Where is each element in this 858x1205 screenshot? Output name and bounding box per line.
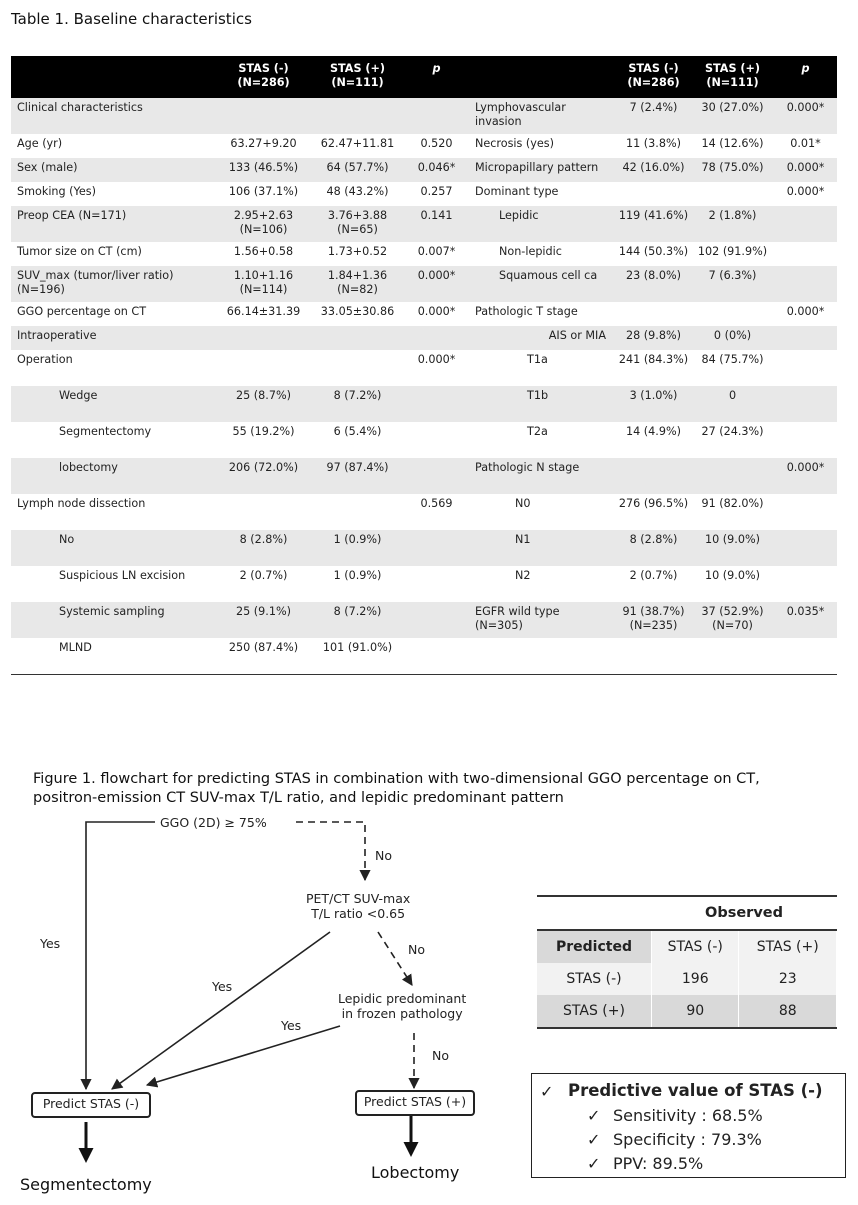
header-stas-pos: STAS (+) (N=111) (329, 62, 386, 89)
table-row: Systemic sampling 25 (9.1%) 8 (7.2%) EGFR wild type (N=305) 91 (38.7%) (N=235) 37 (52.9%) (N=70) 0.035* (11, 602, 837, 638)
table-row: STAS (+) 90 88 (537, 995, 837, 1028)
header-p-right: p (801, 62, 810, 75)
check-icon: ✓ (587, 1130, 601, 1149)
table-row: No 8 (2.8%) 1 (0.9%) N1 8 (2.8%) 10 (9.0%) (11, 530, 837, 566)
header-p: p (432, 62, 441, 75)
table-row: Segmentectomy 55 (19.2%) 6 (5.4%) T2a 14 (4.9%) 27 (24.3%) (59, 425, 764, 438)
table-row: Operation 0.000* T1a 241 (84.3%) 84 (75.7%) (17, 353, 764, 366)
yes-label: Yes (212, 979, 233, 994)
lepidic-node: Lepidic predominant in frozen pathology (338, 991, 467, 1021)
check-icon: ✓ (540, 1082, 554, 1101)
table-row: Intraoperative AIS or MIA 28 (9.8%) 0 (0%) (11, 326, 837, 350)
lobectomy-outcome: Lobectomy (371, 1163, 460, 1182)
no-label: No (432, 1048, 449, 1063)
predict-stas-pos-box: Predict STAS (+) (355, 1090, 475, 1116)
predictive-value-box (531, 1073, 846, 1178)
yes-label: Yes (281, 1018, 302, 1033)
segmentectomy-outcome: Segmentectomy (20, 1175, 152, 1194)
table-row: SUV_max (tumor/liver ratio) (N=196) 1.10+1.16 (N=114) 1.84+1.36 (N=82) 0.000* Squamous cell ca 23 (8.0%) 7 (6.3%) (11, 266, 837, 302)
specificity: Specificity : 79.3% (613, 1130, 762, 1149)
header-stas-neg: STAS (-) (N=286) (237, 62, 290, 89)
sensitivity: Sensitivity : 68.5% (613, 1106, 763, 1125)
predicted-header: Predicted (537, 930, 652, 963)
ppv: PPV: 89.5% (613, 1154, 704, 1173)
table-row: Smoking (Yes) 106 (37.1%) 48 (43.2%) 0.257 Dominant type 0.000* (17, 185, 825, 198)
check-icon: ✓ (587, 1106, 601, 1125)
col-stas-neg: STAS (-) (652, 930, 739, 963)
arrow-ggo-no (296, 822, 365, 880)
arrow-ggo-yes (86, 822, 155, 1089)
ggo-node: GGO (2D) ≥ 75% (160, 815, 267, 830)
no-label: No (375, 848, 392, 863)
col-stas-pos: STAS (+) (739, 930, 837, 963)
no-label: No (408, 942, 425, 957)
table-row: MLND 250 (87.4%) 101 (91.0%) (59, 641, 393, 654)
header-stas-neg-right: STAS (-) (N=286) (627, 62, 680, 89)
pet-node: PET/CT SUV-max T/L ratio <0.65 (306, 891, 411, 921)
table-row: Age (yr) 63.27+9.20 62.47+11.81 0.520 Necrosis (yes) 11 (3.8%) 14 (12.6%) 0.01* (17, 137, 821, 150)
table-row: Sex (male) 133 (46.5%) 64 (57.7%) 0.046* Micropapillary pattern 42 (16.0%) 78 (75.0%) 0.000* (11, 158, 837, 182)
arrow-lepidic-yes (147, 1026, 340, 1085)
table-row: Tumor size on CT (cm) 1.56+0.58 1.73+0.52 0.007* Non-lepidic 144 (50.3%) 102 (91.9%) (17, 245, 768, 258)
table-row: GGO percentage on CT 66.14±31.39 33.05±30.86 0.000* Pathologic T stage 0.000* (17, 305, 825, 318)
predict-stas-neg-box: Predict STAS (-) (31, 1092, 151, 1118)
arrow-pet-no (378, 932, 412, 985)
table-row: Suspicious LN excision 2 (0.7%) 1 (0.9%) N2 2 (0.7%) 10 (9.0%) (59, 569, 760, 582)
yes-label: Yes (40, 936, 61, 951)
table-row: Clinical characteristics Lymphovascular invasion 7 (2.4%) 30 (27.0%) 0.000* (11, 98, 837, 134)
figure-caption: Figure 1. flowchart for predicting STAS in combination with two-dimensional GGO percentage on CT, positron-emission CT SUV-max T/L ratio, and lepidic predominant pattern (33, 771, 760, 806)
table-row: lobectomy 206 (72.0%) 97 (87.4%) Pathologic N stage 0.000* (11, 458, 837, 494)
observed-header: Observed (652, 896, 837, 930)
table-row: STAS (-) 196 23 (537, 963, 837, 995)
check-icon: ✓ (587, 1154, 601, 1173)
predictive-title: Predictive value of STAS (-) (568, 1081, 823, 1100)
table-title: Table 1. Baseline characteristics (11, 10, 252, 28)
arrow-pet-yes (112, 932, 330, 1089)
header-stas-pos-right: STAS (+) (N=111) (704, 62, 761, 89)
confusion-matrix (537, 895, 837, 1029)
table-row: Preop CEA (N=171) 2.95+2.63 (N=106) 3.76+3.88 (N=65) 0.141 Lepidic 119 (41.6%) 2 (1.8%) (11, 206, 837, 242)
table-row: Lymph node dissection 0.569 N0 276 (96.5%) 91 (82.0%) (17, 497, 764, 510)
table-row: Wedge 25 (8.7%) 8 (7.2%) T1b 3 (1.0%) 0 (11, 386, 837, 422)
